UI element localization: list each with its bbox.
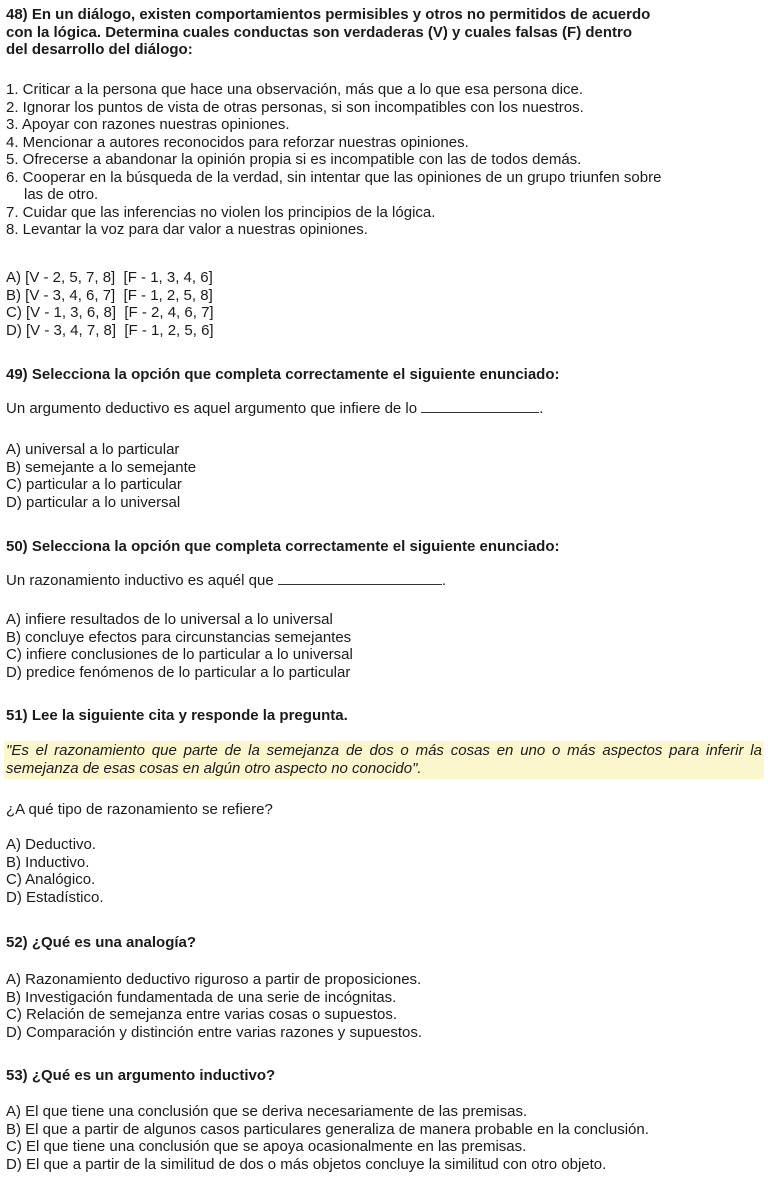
q48-title-line-2: con la lógica. Determina cuales conductas son verdaderas (V) y cuales falsas (F) dentro (6, 23, 633, 41)
q53-option-b[interactable]: B) El que a partir de algunos casos particulares generaliza de manera probable en la conclusión. (6, 1120, 649, 1138)
q49-title: 49) Selecciona la opción que completa correctamente el siguiente enunciado: (6, 366, 560, 383)
q48-title-line-1: 48) En un diálogo, existen comportamientos permisibles y otros no permitidos de acuerdo (6, 6, 651, 23)
q49-stem (6, 400, 764, 418)
q50-stem-end: . (441, 572, 447, 589)
q49-stem-text: Un argumento deductivo es aquel argumento que infiere de lo (6, 400, 418, 417)
q48-statement: 7. Cuidar que las inferencias no violen los principios de la lógica. (6, 203, 436, 221)
q52-option-c[interactable]: C) Relación de semejanza entre varias cosas o supuestos. (6, 1006, 398, 1023)
q50-stem-text: Un razonamiento inductivo es aquél que (6, 572, 274, 589)
q48-statement: 3. Apoyar con razones nuestras opiniones. (6, 116, 290, 133)
q52-title: 52) ¿Qué es una analogía? (6, 934, 197, 951)
q48-statement: 6. Cooperar en la búsqueda de la verdad, sin intentar que las opiniones de un grupo triunfen sobre (6, 168, 662, 186)
q50-options (6, 611, 764, 681)
q50-blank (278, 572, 442, 585)
q52-option-d[interactable]: D) Comparación y distinción entre varias razones y supuestos. (6, 1023, 423, 1041)
q49-option-a[interactable]: A) universal a lo particular (6, 441, 180, 458)
q53-options (6, 1103, 764, 1173)
q50-stem (6, 572, 764, 590)
q50-option-d[interactable]: D) predice fenómenos de lo particular a lo particular (6, 663, 351, 681)
question-48 (6, 6, 764, 59)
q48-statement: 4. Mencionar a autores reconocidos para reforzar nuestras opiniones. (6, 133, 469, 151)
q52-option-a[interactable]: A) Razonamiento deductivo riguroso a partir de proposiciones. (6, 971, 422, 988)
question-51 (6, 707, 764, 725)
q51-option-b[interactable]: B) Inductivo. (6, 853, 90, 871)
q50-title: 50) Selecciona la opción que completa correctamente el siguiente enunciado: (6, 538, 560, 555)
q48-statement: 1. Criticar a la persona que hace una observación, más que a lo que esa persona dice. (6, 81, 584, 98)
q50-option-c[interactable]: C) infiere conclusiones de lo particular a lo universal (6, 646, 353, 663)
q49-option-c[interactable]: C) particular a lo particular (6, 476, 182, 493)
q51-question (6, 801, 764, 819)
q51-option-d[interactable]: D) Estadístico. (6, 888, 104, 906)
q48-statement: 8. Levantar la voz para dar valor a nuestras opiniones. (6, 221, 368, 238)
q48-option-d[interactable]: D) [V - 3, 4, 7, 8] [F - 1, 2, 5, 6] (6, 321, 214, 339)
q51-quote: "Es el razonamiento que parte de la semejanza de dos o más cosas en uno o más aspectos para inferir la semejanza de esas cosas en algún otro aspecto no conocido". (4, 741, 764, 779)
q49-stem-end: . (539, 400, 544, 417)
q51-quote-box (6, 741, 764, 779)
q50-option-a[interactable]: A) infiere resultados de lo universal a lo universal (6, 611, 333, 628)
q48-statement-continuation: las de otro. (24, 186, 99, 203)
q51-options (6, 836, 764, 906)
q48-options (6, 269, 764, 339)
q48-option-b[interactable]: B) [V - 3, 4, 6, 7] [F - 1, 2, 5, 8] (6, 286, 213, 304)
q48-title-line-3: del desarrollo del diálogo: (6, 41, 193, 58)
q52-options (6, 971, 764, 1041)
question-52 (6, 934, 764, 952)
q53-option-c[interactable]: C) El que tiene una conclusión que se apoya ocasionalmente en las premisas. (6, 1138, 527, 1155)
q52-option-b[interactable]: B) Investigación fundamentada de una serie de incógnitas. (6, 988, 397, 1006)
question-53 (6, 1067, 764, 1085)
q51-option-c[interactable]: C) Analógico. (6, 871, 96, 888)
question-49 (6, 366, 764, 384)
q48-statement: 2. Ignorar los puntos de vista de otras personas, si son incompatibles con los nuestros. (6, 98, 584, 116)
q51-title: 51) Lee la siguiente cita y responde la pregunta. (6, 707, 348, 724)
q49-options (6, 441, 764, 511)
q50-option-b[interactable]: B) concluye efectos para circunstancias semejantes (6, 628, 352, 646)
q49-blank (421, 400, 539, 413)
q49-option-d[interactable]: D) particular a lo universal (6, 493, 181, 511)
q49-option-b[interactable]: B) semejante a lo semejante (6, 458, 197, 476)
q53-title: 53) ¿Qué es un argumento inductivo? (6, 1067, 276, 1084)
q51-question-text: ¿A qué tipo de razonamiento se refiere? (6, 801, 273, 818)
q48-option-a[interactable]: A) [V - 2, 5, 7, 8] [F - 1, 3, 4, 6] (6, 269, 213, 286)
q48-option-c[interactable]: C) [V - 1, 3, 6, 8] [F - 2, 4, 6, 7] (6, 304, 214, 321)
q48-statements (6, 81, 764, 239)
q53-option-a[interactable]: A) El que tiene una conclusión que se deriva necesariamente de las premisas. (6, 1103, 528, 1120)
q51-option-a[interactable]: A) Deductivo. (6, 836, 97, 853)
q48-statement: 5. Ofrecerse a abandonar la opinión propia si es incompatible con las de todos demás. (6, 151, 582, 168)
q53-option-d[interactable]: D) El que a partir de la similitud de dos o más objetos concluye la similitud con otro objeto. (6, 1155, 607, 1173)
question-50 (6, 538, 764, 556)
